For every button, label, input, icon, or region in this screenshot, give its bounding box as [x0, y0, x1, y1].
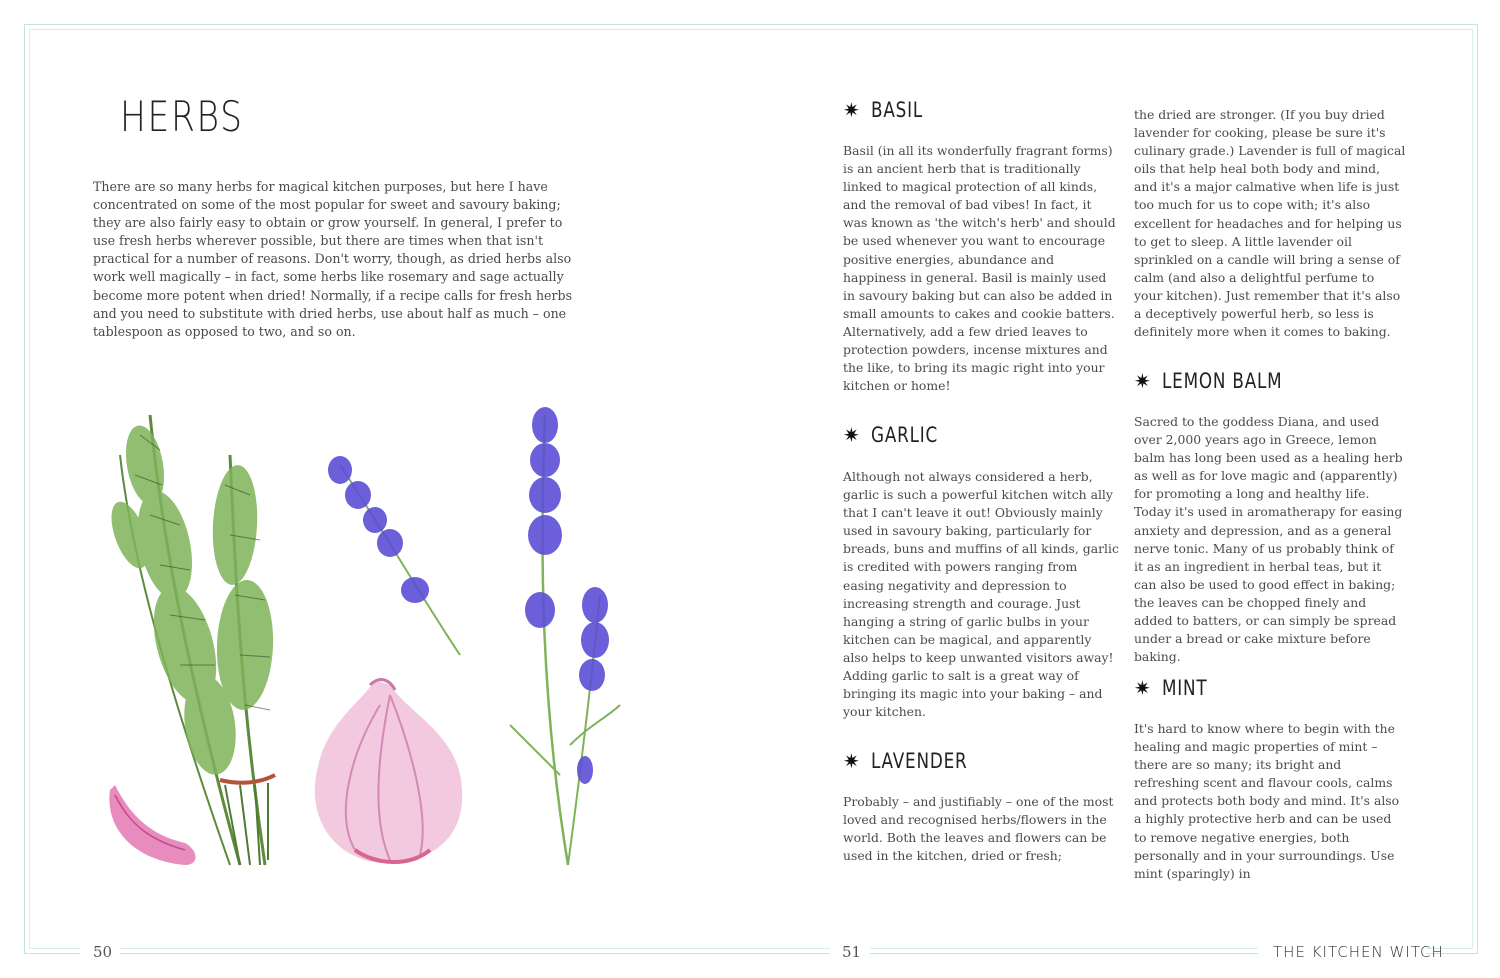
herb-heading-basil: ✷ BASIL [843, 98, 923, 122]
herb-text-lavender-continued: the dried are stronger. (If you buy dried lavender for cooking, please be sure it's culinary grade.) Lavender is full of magical oils that help heal both body and mind, and it's a major calmative when life is just too much for us to cope with; it's also excellent for headaches and for helping us to get to sleep. A little lavender oil sprinkled on a candle will bring a sense of calm (and also a delightful perfume to your kitchen). Just remember that it's also a deceptively powerful herb, so less is definitely more when it comes to baking. [1134, 107, 1406, 340]
rosemary-illustration [104, 415, 275, 865]
intro-paragraph: There are so many herbs for magical kitchen purposes, but here I have concentrated on some of the most popular for sweet and savoury baking; they are also fairly easy to obtain or grow yourself. In general, I prefer to use fresh herbs wherever possible, but there are times when that isn't practical for a number of reasons. Don't worry, though, as dried herbs also work well magically – in fact, some herbs like rosemary and sage actually become more potent when dried! Normally, if a recipe calls for fresh herbs and you need to substitute with dried herbs, use about half as much – one tablespoon as opposed to two, and so on. [93, 179, 573, 339]
lavender-sprig-small-illustration [328, 456, 460, 655]
star-icon: ✷ [843, 749, 861, 773]
herb-heading-garlic: ✷ GARLIC [843, 423, 938, 447]
page-number-right: 51 [842, 943, 862, 961]
page-title: HERBS [120, 92, 244, 141]
running-title: THE KITCHEN WITCH [1273, 943, 1444, 961]
herb-heading-lemon-balm: ✷ LEMON BALM [1134, 369, 1283, 393]
garlic-clove-illustration [109, 785, 195, 865]
star-icon: ✷ [1134, 676, 1152, 700]
page-number-left: 50 [93, 943, 113, 961]
herb-text-mint: It's hard to know where to begin with the healing and magic properties of mint – there are so many; its bright and refreshing scent and flavour cools, calms and protects both body and mind. It's also a highly protective herb and can be used to remove negative energies, both personally and in your surroundings. Use mint (sparingly) in [1134, 721, 1400, 881]
herb-text-garlic: Although not always considered a herb, garlic is such a powerful kitchen witch ally that I can't leave it out! Obviously mainly used in savoury baking, particularly for breads, buns and muffins of all kinds, garlic is credited with powers ranging from easing negativity and depression to increasing strength and courage. Just hanging a string of garlic bulbs in your kitchen can be magical, and apparently also helps to keep unwanted visitors away! Adding garlic to salt is a great way of bringing its magic into your baking – and your kitchen. [843, 469, 1119, 720]
herb-text-basil: Basil (in all its wonderfully fragrant forms) is an ancient herb that is traditionally linked to magical protection of all kinds, and the removal of bad vibes! In fact, it was known as 'the witch's herb' and should be used whenever you want to encourage positive energies, abundance and happiness in general. Basil is mainly used in savoury baking but can also be added in small amounts to cakes and cookie batters. Alternatively, add a few dried leaves to protection powders, incense mixtures and the like, to bring its magic right into your kitchen or home! [843, 143, 1116, 394]
herb-text-lavender: Probably – and justifiably – one of the most loved and recognised herbs/flowers in the world. Both the leaves and flowers can be used in the kitchen, dried or fresh; [843, 794, 1114, 864]
star-icon: ✷ [1134, 369, 1152, 393]
garlic-bulb-illustration [315, 680, 462, 864]
lavender-tall-illustration [510, 407, 620, 865]
star-icon: ✷ [843, 98, 861, 122]
star-icon: ✷ [843, 423, 861, 447]
herb-text-lemon-balm: Sacred to the goddess Diana, and used over 2,000 years ago in Greece, lemon balm has long been used as a healing herb as well as for love magic and (apparently) for promoting a long and healthy life. Today it's used in aromatherapy for easing anxiety and depression, and as a general nerve tonic. Many of us probably think of it as an ingredient in herbal teas, but it can also be used to good effect in baking; the leaves can be chopped finely and added to batters, or can simply be spread under a bread or cake mixture before baking. [1134, 414, 1403, 665]
herbs-illustration [90, 395, 650, 885]
herb-heading-lavender: ✷ LAVENDER [843, 749, 968, 773]
herb-heading-mint: ✷ MINT [1134, 676, 1208, 700]
